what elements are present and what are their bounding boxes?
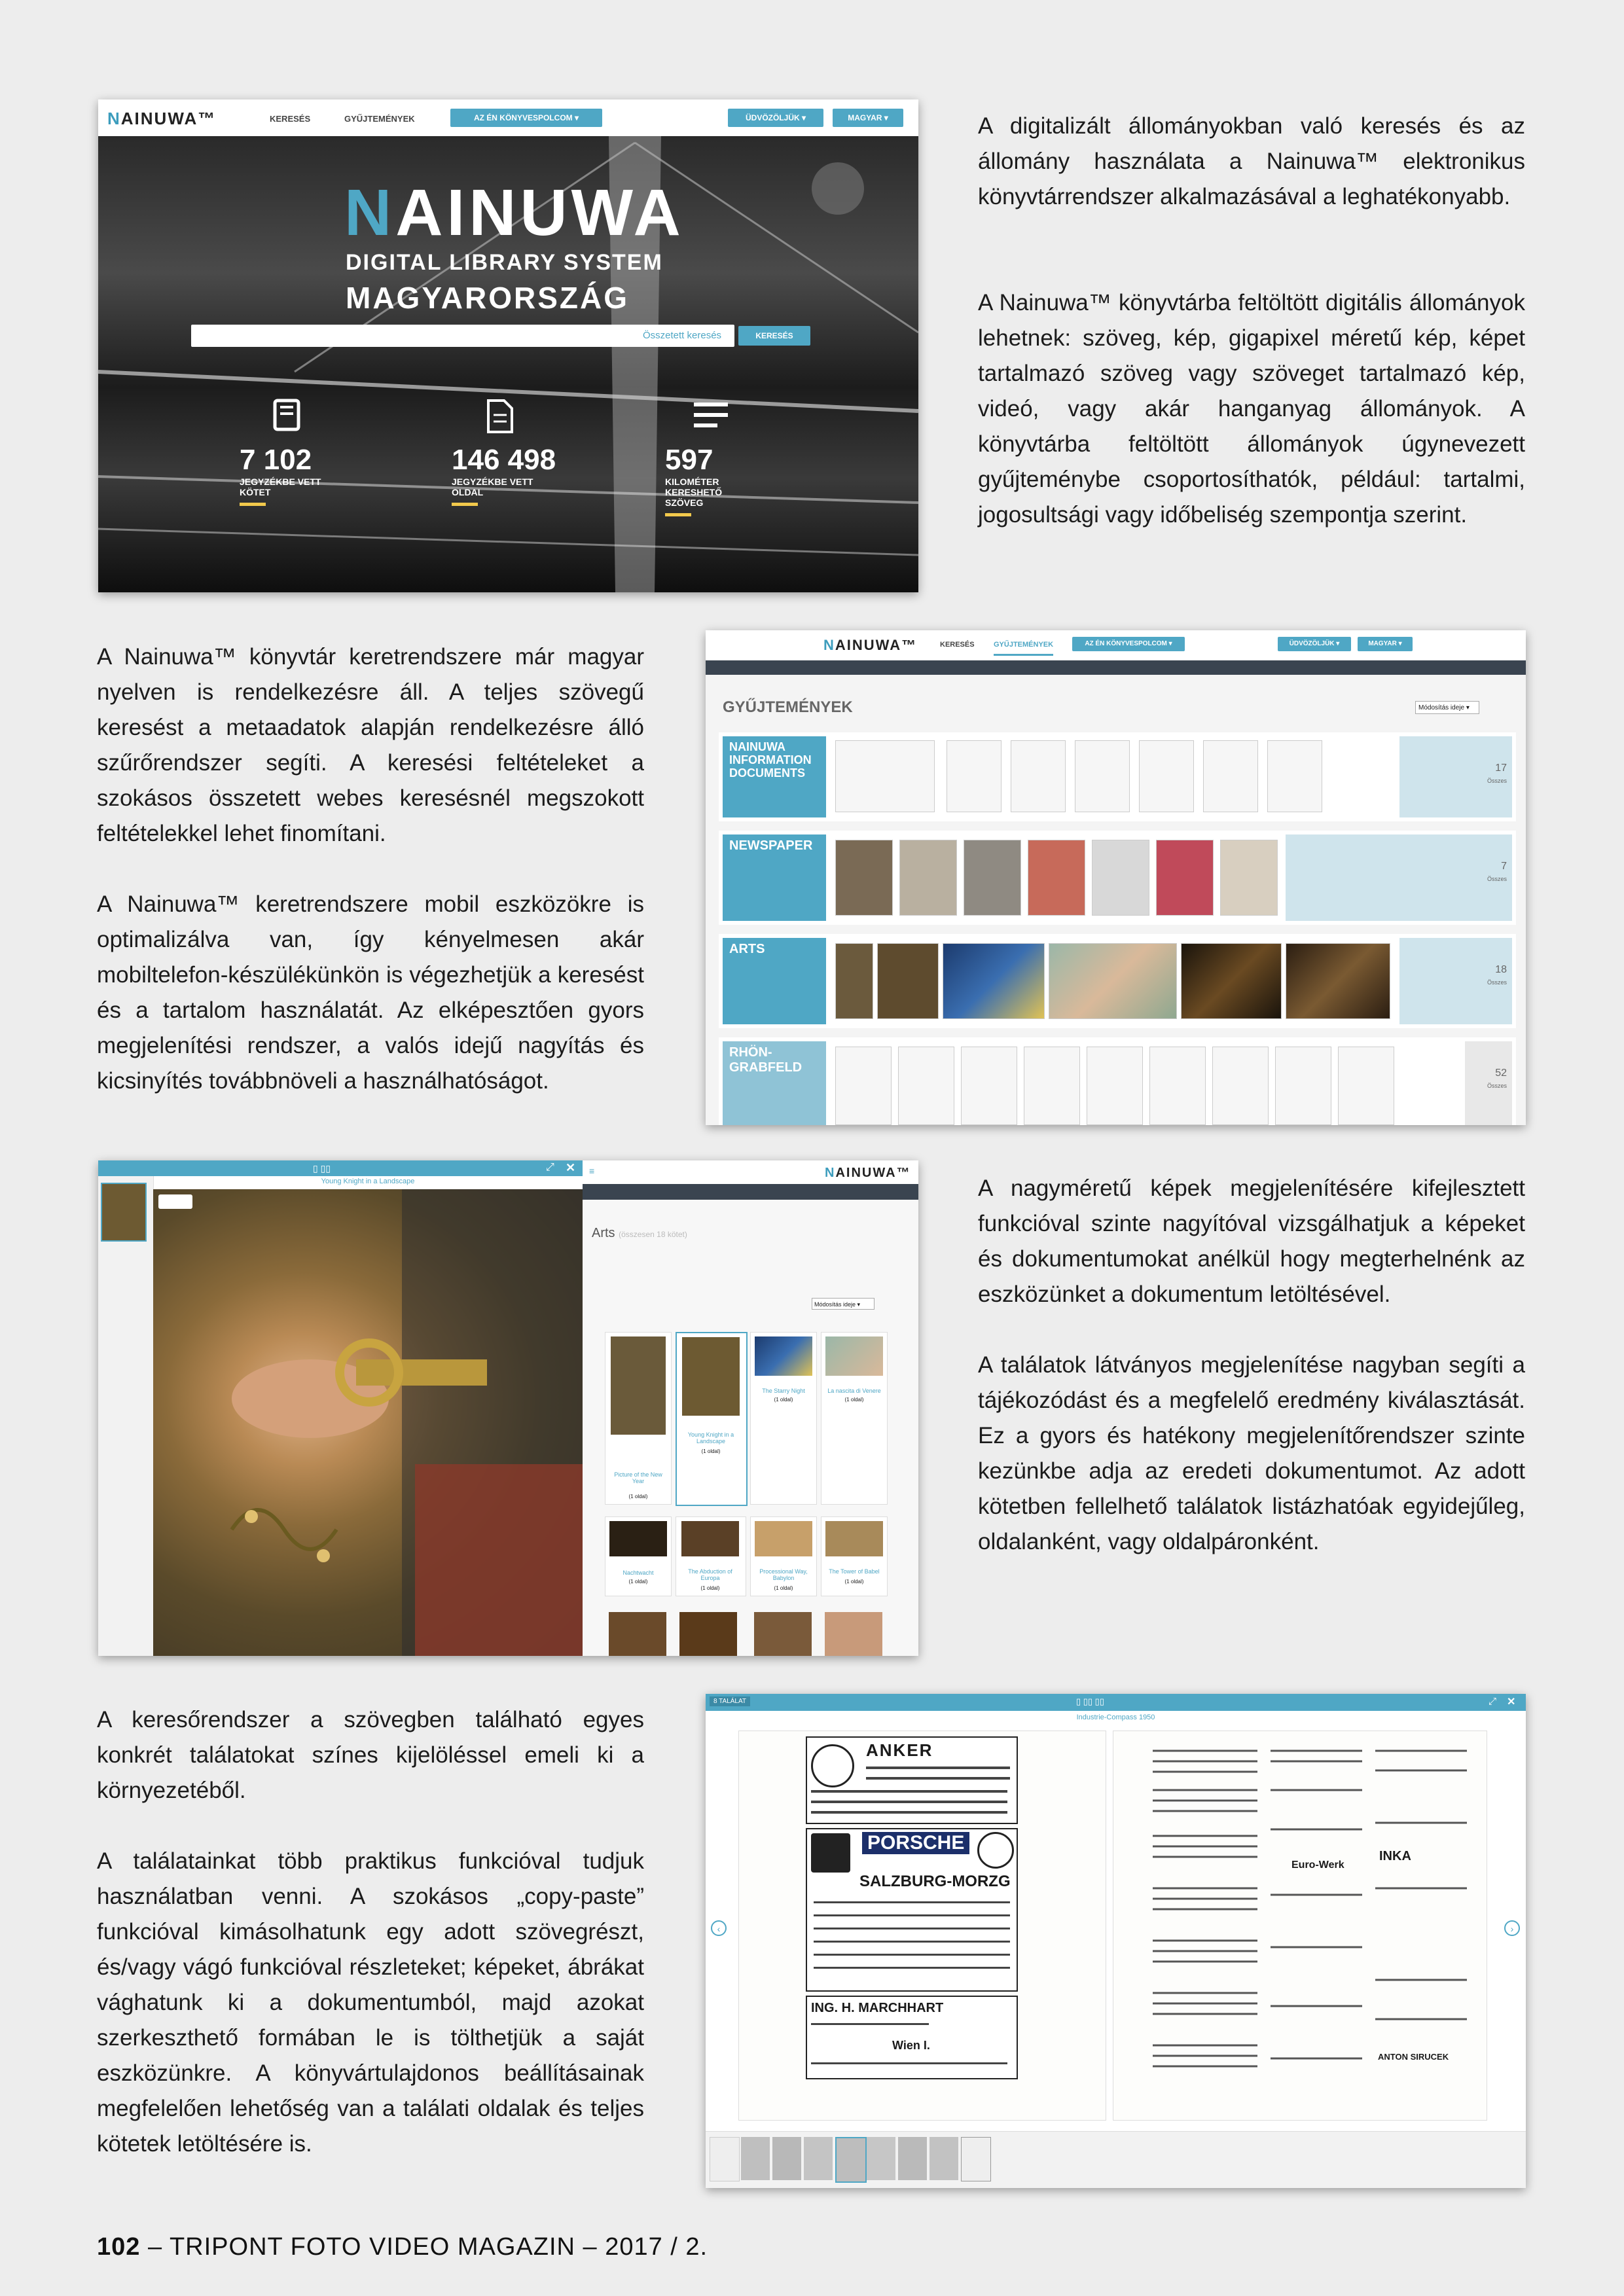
stat-volumes: 7 102 JEGYZÉKBE VETT KÖTET xyxy=(240,444,338,506)
collection-thumb xyxy=(1267,740,1322,812)
fullscreen-icon[interactable]: ⤢ xyxy=(546,1162,554,1173)
arts-heading: Arts (összesen 18 kötet) xyxy=(592,1226,687,1240)
collections-logo[interactable]: NAINUWA™ xyxy=(823,637,918,653)
nav-shelf-button[interactable]: AZ ÉN KÖNYVESPOLCOM ▾ xyxy=(450,109,602,127)
viewer-image[interactable] xyxy=(153,1189,583,1656)
collection-row[interactable] xyxy=(719,1037,1516,1125)
viewer-toolbar[interactable] xyxy=(158,1194,192,1209)
screenshot-reader xyxy=(706,1694,1526,2188)
collection-thumb xyxy=(1149,1047,1206,1125)
collection-thumb xyxy=(898,1047,954,1125)
viewer-topbar xyxy=(98,1160,583,1176)
nav-welcome-button[interactable]: ÜDVÖZÖLJÜK ▾ xyxy=(728,109,823,127)
collection-thumb xyxy=(1156,840,1214,916)
collection-thumb xyxy=(1338,1047,1394,1125)
collection-count: 18 Összes xyxy=(1399,938,1512,1024)
viewer-layout-icon[interactable]: ▯ ▯▯ xyxy=(313,1163,331,1174)
next-page-icon[interactable]: › xyxy=(1504,1920,1520,1936)
close-icon[interactable]: ✕ xyxy=(1507,1696,1516,1708)
ad-sirucek: ANTON SIRUCEK xyxy=(1378,2052,1449,2062)
collection-row[interactable] xyxy=(719,934,1516,1028)
art-card[interactable]: The Tower of Babel (1 oldal) xyxy=(821,1516,888,1596)
arts-logo[interactable]: NAINUWA™ xyxy=(825,1166,911,1180)
page-icon xyxy=(483,398,516,435)
art-card[interactable]: Processional Way, Babylon (1 oldal) xyxy=(750,1516,817,1596)
results-tab[interactable]: 8 TALÁLAT xyxy=(710,1696,750,1706)
hero-logo: NAINUWA xyxy=(344,176,685,249)
menu-icon[interactable]: ≡ xyxy=(589,1166,595,1176)
nav-collections[interactable]: GYŰJTEMÉNYEK xyxy=(344,114,415,124)
collection-thumb xyxy=(877,943,939,1019)
paragraph-highlight: A keresőrendszer a szövegben található egyes konkrét találatokat színes kijelöléssel emeli ki a környezetéből. xyxy=(97,1707,644,1803)
screenshot-viewer xyxy=(98,1160,918,1656)
nav-search[interactable]: KERESÉS xyxy=(270,114,311,124)
collection-count: 7 Összes xyxy=(1286,834,1512,921)
collection-thumb xyxy=(835,840,893,916)
paragraph-hungarian: A Nainuwa™ könyvtár keretrendszere már magyar nyelven is rendelkezésre áll. A teljes szövegű keresést a metaadatok alapján rendelkezésre álló szűrőrendszer segíti. A keresési feltételeket a szokásos összetett webes keresésnél megszokott feltételekkel lehet finomítani. xyxy=(97,644,644,846)
layout-icon[interactable]: ▯ ▯▯ ▯▯ xyxy=(1076,1696,1104,1706)
page-thumb[interactable] xyxy=(898,2137,927,2180)
collection-thumb xyxy=(899,840,957,916)
art-card[interactable]: Young Knight in a Landscape (1 oldal) xyxy=(676,1332,748,1506)
collection-count: 17 Összes xyxy=(1399,736,1512,817)
nav-shelf-button[interactable]: AZ ÉN KÖNYVESPOLCOM ▾ xyxy=(1072,637,1185,651)
paragraph-mobile: A Nainuwa™ keretrendszere mobil eszközökre is optimalizálva van, így kényelmesen akár mobiltelefon-készülékünkön is végezhetjük a keresést és a tartalom használatát. Az elképesztően gyors megjelenítési rendszer, a valós idejű nagyítás és kicsinyítés továbbnöveli a használhatóságot. xyxy=(97,891,644,1094)
left-page[interactable] xyxy=(738,1731,1106,2121)
search-button[interactable]: KERESÉS xyxy=(738,326,810,346)
search-input[interactable] xyxy=(196,327,526,344)
page-number: 102 xyxy=(97,2233,141,2261)
art-card[interactable]: The Starry Night (1 oldal) xyxy=(750,1332,817,1505)
nav-language-button[interactable]: MAGYAR ▾ xyxy=(833,109,903,127)
arts-panel xyxy=(583,1160,918,1656)
prev-page-icon[interactable]: ‹ xyxy=(711,1920,727,1936)
page-thumb[interactable] xyxy=(867,2137,895,2180)
paragraph-large-images: A nagyméretű képek megjelenítésére kifejlesztett funkcióval szinte nagyítóval vizsgálhatjuk a képeket és dokumentumokat anélkül hogy megterhelnénk az eszközünket a dokumentum letöltésével. xyxy=(978,1175,1525,1307)
collection-thumb xyxy=(1220,840,1278,916)
paragraph-intro: A digitalizált állományokban való keresés és az állomány használata a Nainuwa™ elektronikus könyvtárrendszer alkalmazásával a leghatékonyabb. xyxy=(978,113,1525,209)
hero-subtitle: DIGITAL LIBRARY SYSTEM xyxy=(346,250,663,275)
collection-title[interactable]: ARTS xyxy=(723,938,826,1024)
page-thumb[interactable] xyxy=(804,2137,833,2180)
collections-navbar xyxy=(706,630,1526,660)
art-card[interactable]: Nachtwacht (1 oldal) xyxy=(605,1516,672,1596)
right-page[interactable] xyxy=(1113,1731,1487,2121)
home-logo[interactable]: NAINUWA™ xyxy=(107,109,217,128)
collection-thumb xyxy=(835,1047,892,1125)
nav-welcome-button[interactable]: ÜDVÖZÖLJÜK ▾ xyxy=(1278,637,1351,651)
nav-search[interactable]: KERESÉS xyxy=(940,641,975,649)
collection-thumb xyxy=(1049,943,1177,1019)
paragraph-results: A találatok látványos megjelenítése nagyban segíti a tájékozódást és a megfelelő eredmény kiválasztását. Ez a gyors és hatékony megjelenítőrendszer szinte kezünkbe adja az eredeti dokumentumot. Az adott kötetben fellelhető találatok listázhatóak egyidejűleg, oldalanként, vagy oldalpáronként. xyxy=(978,1352,1525,1554)
collection-thumb xyxy=(964,840,1021,916)
collection-thumb xyxy=(835,943,873,1019)
collection-title[interactable]: NEWSPAPER xyxy=(723,834,826,921)
collection-thumb xyxy=(961,1047,1017,1125)
collection-thumb xyxy=(1092,840,1149,916)
collection-thumb xyxy=(1275,1047,1331,1125)
page-thumb[interactable] xyxy=(961,2137,991,2181)
collection-thumb xyxy=(1203,740,1258,812)
text-lines-icon xyxy=(691,398,731,435)
arts-divider xyxy=(583,1184,918,1200)
arts-header xyxy=(583,1160,918,1184)
page-thumb[interactable] xyxy=(835,2137,867,2183)
collection-thumb xyxy=(1286,943,1390,1019)
page-thumb[interactable] xyxy=(741,2137,770,2180)
page-thumb[interactable] xyxy=(772,2137,801,2180)
collections-divider xyxy=(706,660,1526,675)
ad-marchhart: ING. H. MARCHHART Wien I. xyxy=(806,1996,1018,2079)
screenshot-collections xyxy=(706,630,1526,1125)
reader-title: Industrie-Compass 1950 xyxy=(1076,1713,1155,1721)
collection-row[interactable] xyxy=(719,732,1516,821)
ad-porsche: PORSCHE SALZBURG-MORZG xyxy=(806,1828,1018,1992)
collection-thumb xyxy=(947,740,1001,812)
collection-thumb xyxy=(1139,740,1194,812)
collection-thumb xyxy=(835,740,935,812)
collection-thumb xyxy=(1212,1047,1269,1125)
paragraph-file-types: A Nainuwa™ könyvtárba feltöltött digitális állományok lehetnek: szöveg, kép, gigapixel méretű kép, képet tartalmazó szöveg vagy szöveget tartalmazó kép, videó, vagy akár hanganyag állományok. A könyvtárba feltöltött állományok úgynevezett gyűjteménybe csoportosíthatók, például: tartalmi, jogosultsági vagy időbeliség szempontja szerint. xyxy=(978,290,1525,528)
search-bar xyxy=(191,325,734,347)
book-icon xyxy=(271,398,304,435)
collection-thumb xyxy=(1075,740,1130,812)
hero-country: MAGYARORSZÁG xyxy=(346,281,629,315)
collection-title[interactable]: RHÖN-GRABFELD xyxy=(723,1041,826,1125)
ad-inka: INKA xyxy=(1379,1849,1411,1863)
stat-text-km: 597 KILOMÉTER KERESHETŐ SZÖVEG xyxy=(665,444,731,516)
page-thumb[interactable] xyxy=(929,2137,958,2180)
collection-count: 52 Összes xyxy=(1465,1041,1512,1125)
collection-title[interactable]: NAINUWA INFORMATION DOCUMENTS xyxy=(723,736,826,817)
collection-thumb xyxy=(1024,1047,1080,1125)
viewer-title: Young Knight in a Landscape xyxy=(321,1177,415,1185)
nav-language-button[interactable]: MAGYAR ▾ xyxy=(1358,637,1413,651)
art-card[interactable]: The Abduction of Europa (1 oldal) xyxy=(676,1516,746,1596)
art-card-row xyxy=(605,1612,886,1656)
close-icon[interactable]: ✕ xyxy=(566,1161,576,1174)
ad-anker: ANKER xyxy=(806,1736,1018,1824)
thumbnail-strip xyxy=(706,2131,1526,2188)
knight-detail xyxy=(153,1189,583,1656)
collection-thumb xyxy=(1011,740,1066,812)
collection-thumb xyxy=(1181,943,1282,1019)
art-card[interactable]: La nascita di Venere (1 oldal) xyxy=(821,1332,888,1505)
page-thumb[interactable] xyxy=(710,2137,740,2181)
sort-select[interactable]: Módosítás ideje ▾ xyxy=(1415,701,1479,714)
collection-thumb xyxy=(1087,1047,1143,1125)
fullscreen-icon[interactable]: ⤢ xyxy=(1489,1696,1497,1707)
collection-thumb xyxy=(1028,840,1085,916)
magazine-name: – TRIPONT FOTO VIDEO MAGAZIN – 2017 / 2. xyxy=(140,2233,708,2261)
home-navbar xyxy=(98,99,918,136)
collection-thumb xyxy=(943,943,1045,1019)
advanced-search-toggle[interactable]: Összetett keresés xyxy=(643,330,722,341)
viewer-thumb[interactable] xyxy=(101,1183,147,1242)
page-footer xyxy=(97,2233,708,2261)
reader-topbar xyxy=(706,1694,1526,1711)
nav-collections[interactable]: GYŰJTEMÉNYEK xyxy=(994,641,1053,656)
art-card[interactable]: Picture of the New Year (1 oldal) xyxy=(605,1332,672,1505)
collections-heading: GYŰJTEMÉNYEK xyxy=(723,698,853,716)
viewer-sidebar xyxy=(98,1176,154,1656)
ad-euro: Euro-Werk xyxy=(1291,1859,1344,1871)
hero-image xyxy=(98,136,918,592)
paragraph-functions: A találatainkat több praktikus funkcióval tudjuk használatban venni. A szokásos „copy-paste” funkcióval kimásolhatunk egy adott szövegrészt, és/vagy vágó funkcióval részleteket; képeket, ábrákat vághatunk ki a dokumentumból, majd azokat szerkeszthető formában le is tölthetjük a saját eszközünkre. A könyvártulajdonos beállításainak megfelelően lehetőség van a találati oldalak és teljes kötetek letöltésére is. xyxy=(97,1848,644,2157)
stat-pages: 146 498 JEGYZÉKBE VETT OLDAL xyxy=(452,444,556,506)
sort-select[interactable]: Módosítás ideje ▾ xyxy=(812,1298,875,1310)
screenshot-home xyxy=(98,99,918,592)
collection-row[interactable] xyxy=(719,831,1516,925)
